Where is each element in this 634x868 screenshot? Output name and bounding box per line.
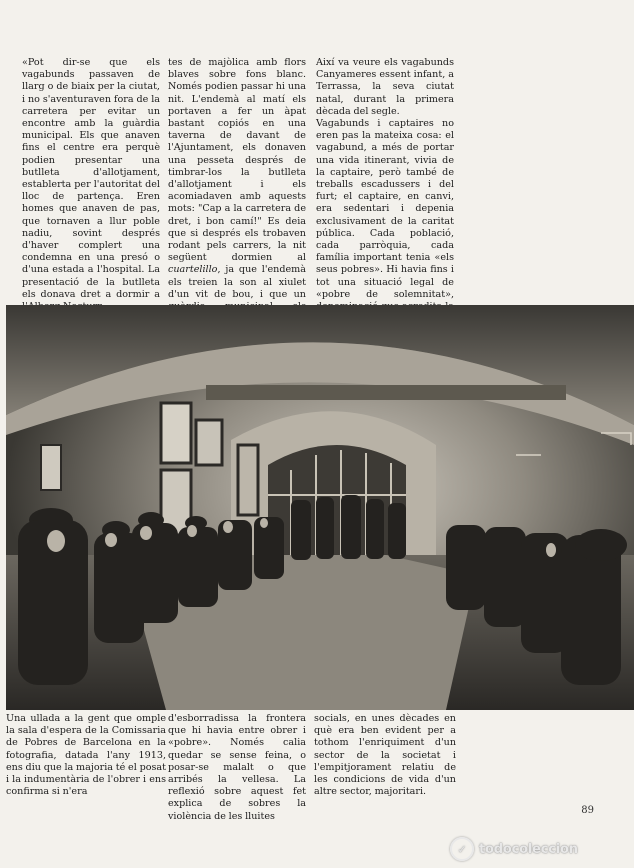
photograph-image bbox=[6, 305, 634, 710]
historical-photograph bbox=[6, 305, 634, 710]
quote-text: tes de majòlica amb flors blaves sobre fons blanc. Només podien passar hi una nit. L'endemà al matí els portaven a fer un àpat bastant copiós en una taverna de davant de l'Ajuntament, els donaven una pesseta després de timbrar-los la butlleta d'allotjament i els acomiadaven amb aquests mots: "Cap a la carretera de dret, i bon camí!" Es deia que si després els trobaven rodant pels carrers, la nit següent dormien al bbox=[168, 57, 306, 264]
article-paragraph: «Pot dir-se que els vagabunds passaven de llarg o de biaix per la ciutat, i no s'aventuraven fora de la carretera per evitar un encontre amb la guàrdia municipal. Els que anaven fins el centre era perquè podien presentar una butlleta d'allotjament, establerta per l'autoritat del lloc de partença. Eren homes que anaven de pas, que tornaven a llur poble nadiu, sovint després d'haver complert una condemna en una presó o d'una estada a l'hospital. La presentació de la butlleta els donava dret a dormir a bbox=[22, 57, 160, 300]
page-number: 89 bbox=[581, 805, 594, 816]
quote-text-continued: , ja que l'endemà els treien la son al xiulet d'un vit de bou, i que un bbox=[168, 264, 306, 300]
caption-text: socials, en unes dècades en què era ben evident per a tothom l'enriquiment d'un sector de la societat i l'empitjorament relatiu de les condicions de vida d'un altre sector, majoritari. bbox=[314, 713, 456, 798]
watermark-text: todocoleccion bbox=[479, 841, 578, 857]
article-paragraph: Així va veure els vagabunds Canyameres essent infant, a Terrassa, la seva ciutat natal, durant la primera dècada del segle. bbox=[316, 57, 454, 117]
caption-text: Una ullada a la gent que omple la sala d'espera de la Comissaria de Pobres de Barcelona en la fotografia, datada l'any 1913, ens diu que la majoria té el posat i la indumentària de l'obrer i ens confirma si n'era bbox=[6, 713, 166, 798]
caption-text: d'esborradissa la frontera que hi havia entre obrer i «pobre». Només calia quedar se sense feina, o posar-se malalt o que arribés la vellesa. La reflexió sobre aquest fet explica de sobres la violència de les lluites bbox=[168, 713, 306, 822]
photo-caption-column-2 bbox=[168, 713, 306, 823]
italic-term: cuartelillo bbox=[168, 264, 218, 276]
photo-caption-column-3 bbox=[314, 713, 456, 798]
article-column-3 bbox=[316, 57, 454, 338]
photo-caption-column-1 bbox=[6, 713, 166, 798]
article-paragraph: Vagabunds i captaires no eren pas la mateixa cosa: el vagabund, a més de portar una vida itinerant, vivia de la captaire, però també de treballs escadussers i del furt; el captaire, en canvi, era sedentari i depenia exclusivament de la caritat pública. Cada població, cada parròquia, cada família important tenia «els seus pobres». Hi havia fins i tot una situació legal de «pobre de solemnitat», bbox=[316, 118, 454, 300]
todocoleccion-logo-icon: ✓ bbox=[450, 837, 474, 861]
watermark bbox=[450, 836, 630, 862]
